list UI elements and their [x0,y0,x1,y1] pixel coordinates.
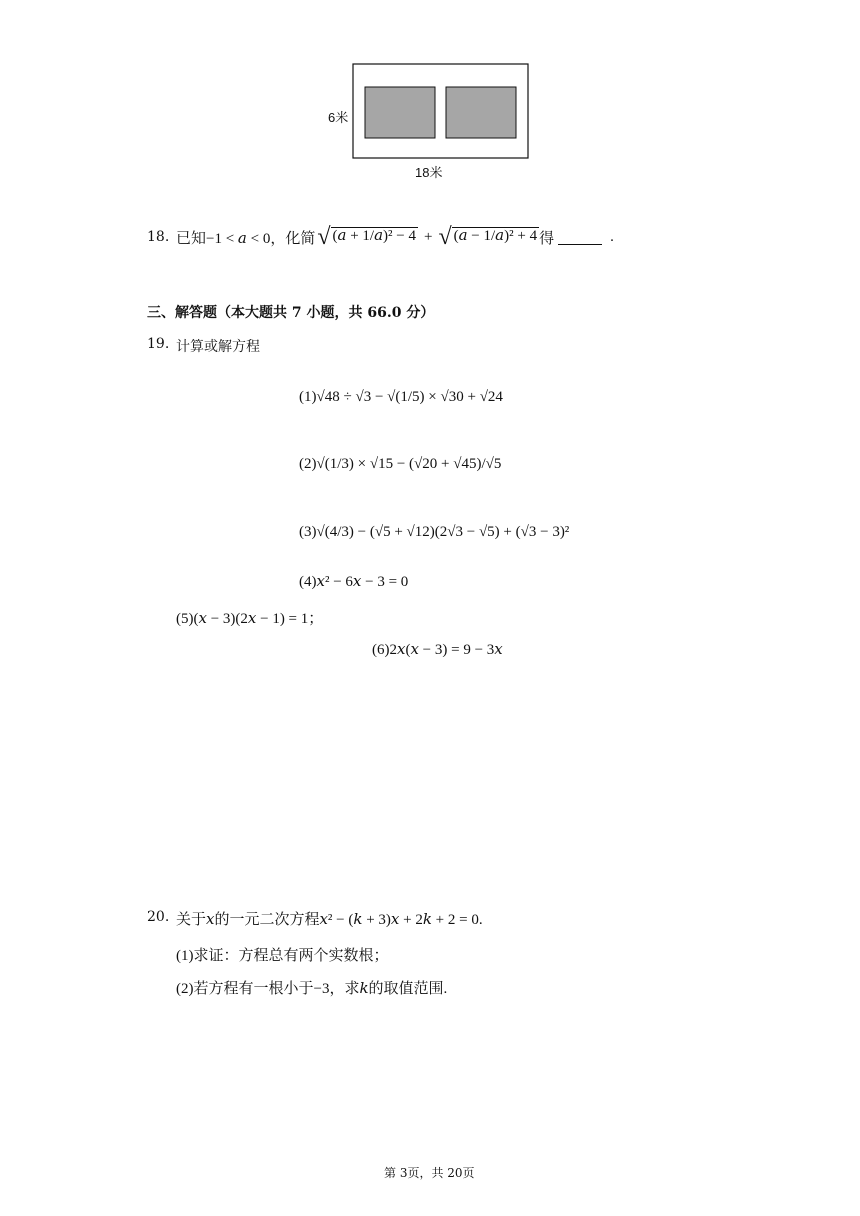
q18-radical-2: √ (𝑎 − 1/𝑎)² + 4 [438,223,538,250]
q20-number: 20. [147,909,170,925]
figure-height-label: 6米 [328,110,349,125]
q18-answer-blank[interactable] [558,230,602,245]
q20-part-1: (1)求证：方程总有两个实数根； [176,948,389,964]
q19-number: 19. [147,336,170,352]
q18-end: . [610,228,614,245]
shaded-rectangle-right [446,87,516,138]
q19-item-3: (3)√(4/3) − (√5 + √12)(2√3 − √5) + (√3 − 3)² [299,524,570,540]
q18-line [176,220,614,254]
figure-width-label: 18米 [415,165,443,180]
q18-expr-2: (𝑎 − 1/𝑎)² + 4 [453,228,538,245]
q20-stem: 关于𝑥的一元二次方程𝑥² − (𝑘 + 3)𝑥 + 2𝑘 + 2 = 0. [176,912,483,928]
q18-text-before: 已知−1 < 𝑎 < 0，化简 [176,230,316,247]
q18-text-after: 得 [539,230,555,247]
q18-radical-1: √ (𝑎 + 1/𝑎)² − 4 [317,223,416,250]
q19-title: 计算或解方程 [176,339,260,355]
q18-number: 18. [147,229,170,245]
q19-item-4: (4)𝑥² − 6𝑥 − 3 = 0 [299,574,409,590]
q19-item-2: (2)√(1/3) × √15 − (√20 + √45)/√5 [299,456,502,472]
q18-expr-1: (𝑎 + 1/𝑎)² − 4 [332,228,416,245]
q18-plus: + [423,228,433,245]
q19-item-6: (6)2𝑥(𝑥 − 3) = 9 − 3𝑥 [372,642,503,658]
section-heading: 三、解答题（本大题共 7 小题，共 66.0 分） [147,305,435,321]
shaded-rectangle-left [365,87,435,138]
q20-part-2: (2)若方程有一根小于−3，求𝑘的取值范围. [176,981,448,997]
q19-item-5: (5)(𝑥 − 3)(2𝑥 − 1) = 1； [176,611,324,627]
q19-item-1: (1)√48 ÷ √3 − √(1/5) × √30 + √24 [299,389,503,405]
page-footer: 第 3页，共 20页 [384,1166,475,1180]
